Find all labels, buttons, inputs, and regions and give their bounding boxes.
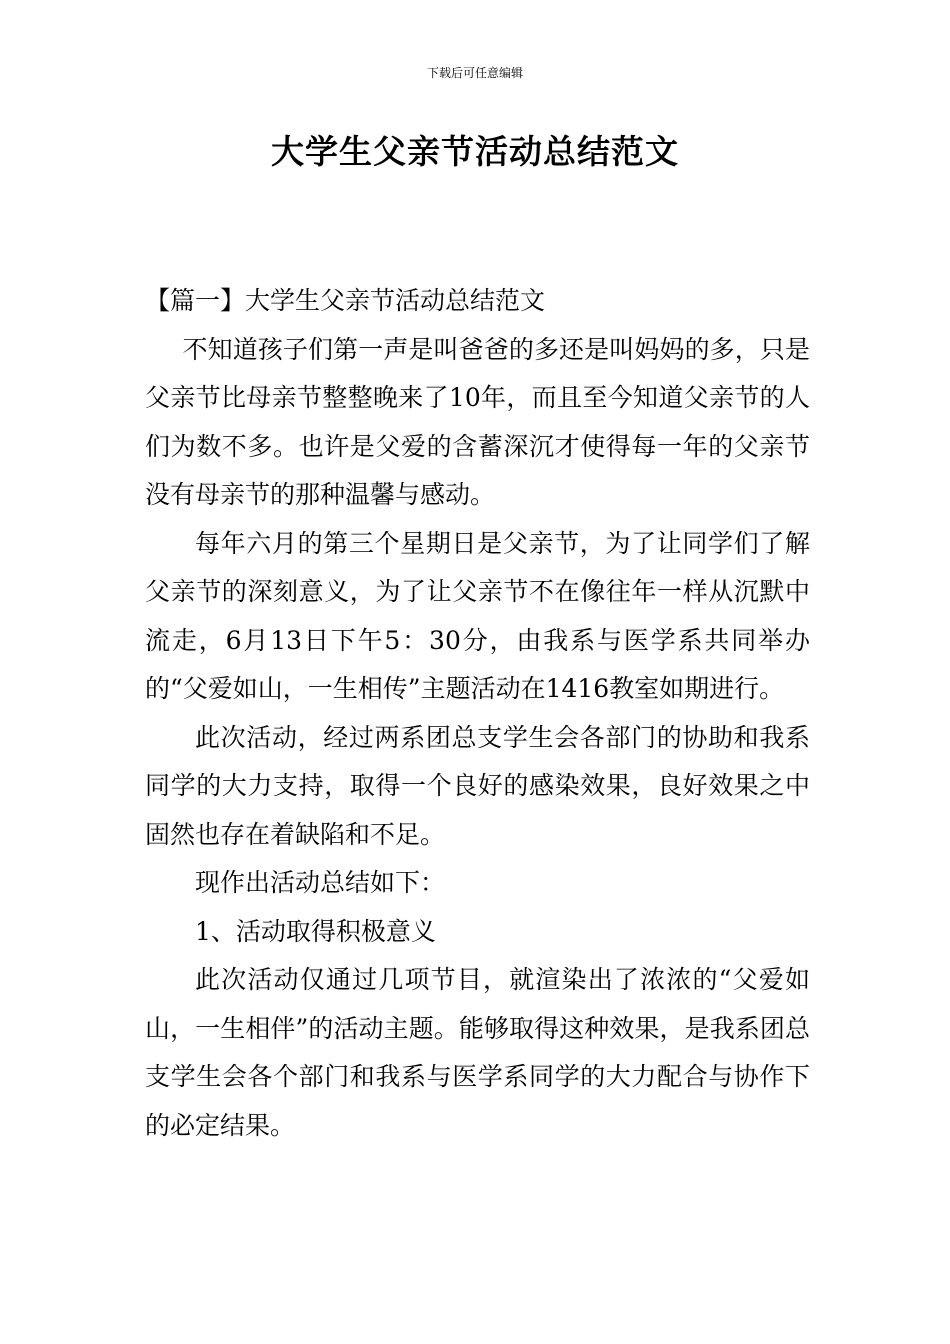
paragraph-5: 1、活动取得积极意义 <box>195 916 436 946</box>
section-heading: 【篇一】大学生父亲节活动总结范文 <box>145 286 546 315</box>
header-note: 下载后可任意编辑 <box>426 66 523 80</box>
document-title: 大学生父亲节活动总结范文 <box>271 132 679 171</box>
paragraph-1: 不知道孩子们第一声是叫爸爸的多还是叫妈妈的多，只是父亲节比母亲节整整晚来了10年，而且至今知道父亲节的人们为数不多。也许是父爱的含蓄深沉才使得每一年的父亲节没有母亲节的那种温馨与感动。 <box>145 334 810 509</box>
document-body <box>145 277 810 1150</box>
paragraph-2: 每年六月的第三个星期日是父亲节，为了让同学们了解父亲节的深刻意义，为了让父亲节不在像往年一样从沉默中流走，6月13日下午5：30分，由我系与医学系共同举办的“父爱如山，一生相传”主题活动在1416教室如期进行。 <box>145 528 810 703</box>
paragraph-3: 此次活动，经过两系团总支学生会各部门的协助和我系同学的大力支持，取得一个良好的感染效果，良好效果之中固然也存在着缺陷和不足。 <box>145 722 810 849</box>
paragraph-6: 此次活动仅通过几项节目，就渲染出了浓浓的“父爱如山，一生相伴”的活动主题。能够取得这种效果，是我系团总支学生会各个部门和我系与医学系同学的大力配合与协作下的必定结果。 <box>145 965 810 1140</box>
paragraph-4: 现作出活动总结如下： <box>195 868 446 897</box>
